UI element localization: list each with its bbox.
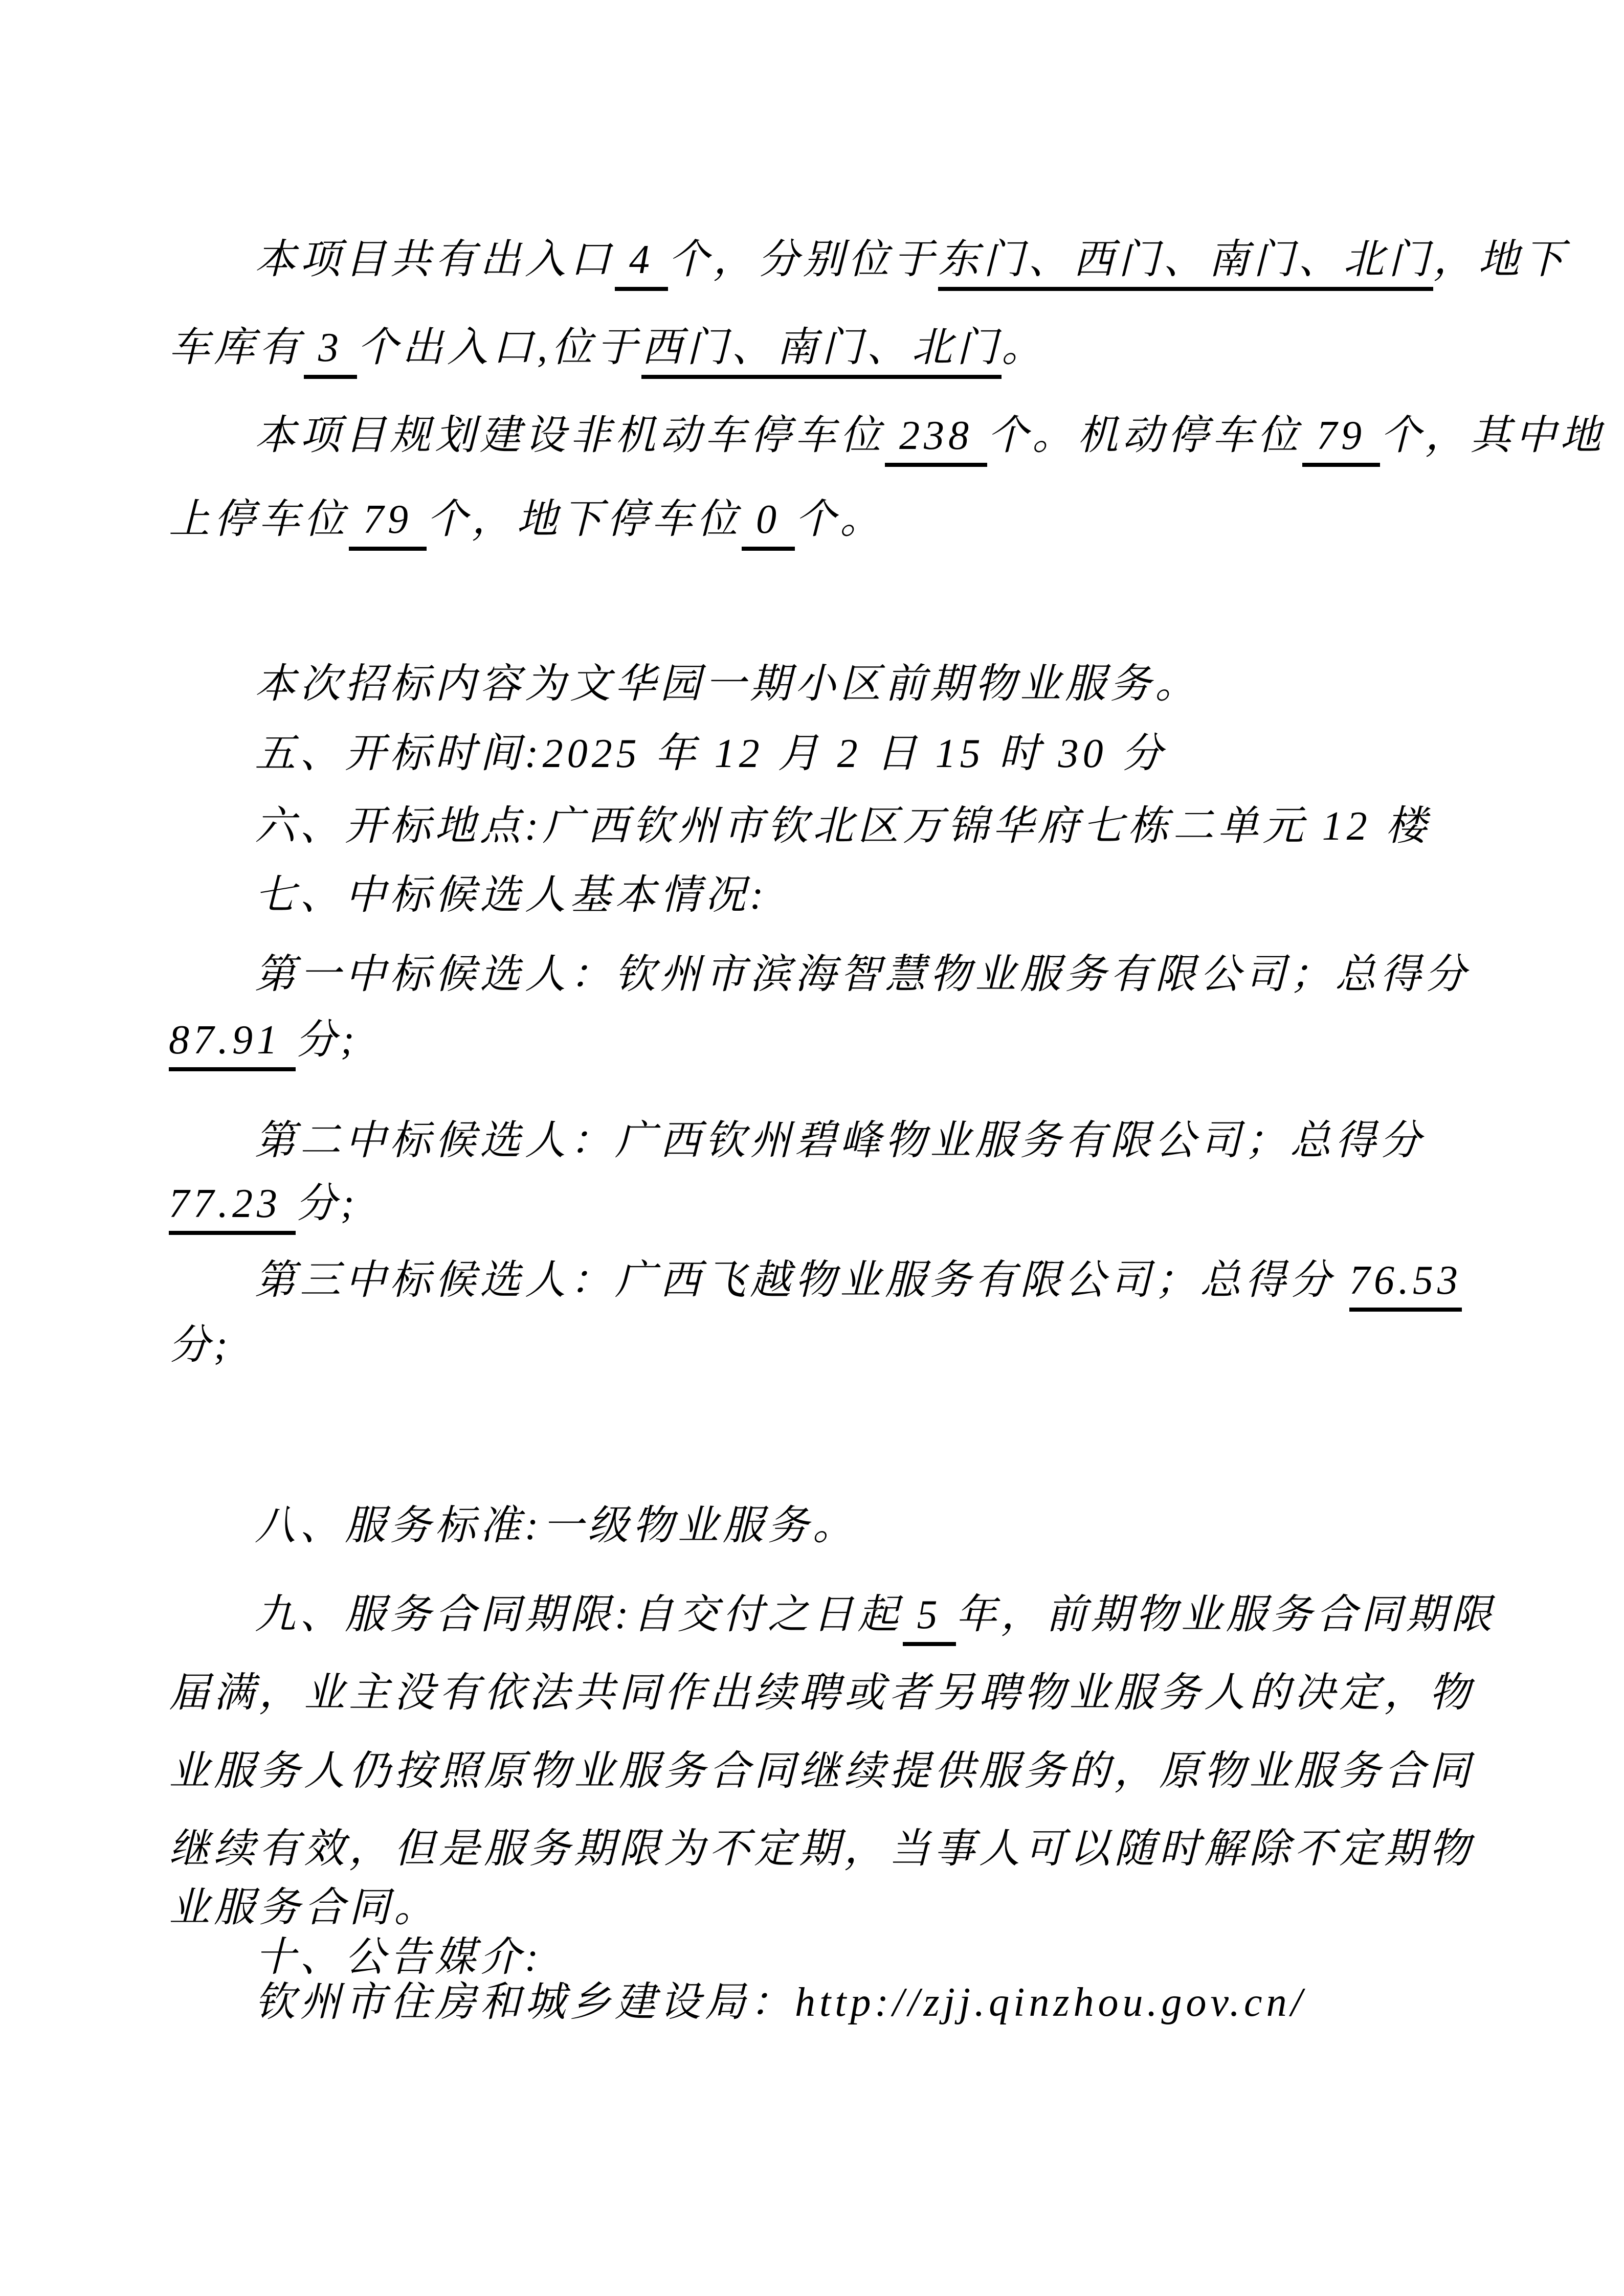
text-line-candidate3	[169, 1257, 1478, 1304]
text-segment: 业服务合同。	[169, 1885, 439, 1930]
text-segment: 。	[1002, 325, 1047, 370]
underlined-text: 77.23	[169, 1181, 296, 1235]
underlined-text: 西门、南门、北门	[641, 325, 1002, 379]
text-segment: 个。	[795, 497, 885, 542]
underlined-text: 5	[903, 1592, 956, 1646]
text-line-entrances-1	[169, 236, 1568, 283]
text-segment: 个。机动停车位	[987, 413, 1302, 458]
text-segment: ，地下	[1433, 237, 1568, 282]
text-segment: 年，前期物业服务合同期限	[955, 1592, 1496, 1637]
text-line-contract-term-1	[169, 1591, 1496, 1638]
text-segment: 五、开标时间:2025 年 12 月 2 日 15 时 30 分	[255, 731, 1167, 776]
text-segment: 第三中标候选人：广西飞越物业服务有限公司；总得分	[255, 1258, 1349, 1303]
text-segment: 届满，业主没有依法共同作出续聘或者另聘物业服务人的决定，物	[169, 1671, 1474, 1716]
text-line-opening-place	[169, 803, 1478, 850]
text-segment: 业服务人仍按照原物业服务合同继续提供服务的，原物业服务合同	[169, 1749, 1474, 1794]
text-line-parking-1	[169, 412, 1605, 459]
text-segment: 八、服务标准:一级物业服务。	[255, 1503, 858, 1548]
underlined-text: 东门、西门、南门、北门	[938, 237, 1433, 291]
text-line-candidate2-score	[169, 1180, 1478, 1227]
text-segment: 个，分别位于	[668, 237, 938, 282]
text-line-service-standard	[169, 1502, 1478, 1549]
underlined-text: 87.91	[169, 1018, 296, 1071]
text-line-candidate3-score	[169, 1322, 1478, 1369]
text-segment: 本项目共有出入口	[255, 237, 615, 282]
underlined-text: 76.53	[1349, 1258, 1462, 1312]
text-line-candidates-head	[169, 872, 1478, 919]
text-segment: 钦州市住房和城乡建设局：http://zjj.qinzhou.gov.cn/	[255, 1980, 1306, 2025]
text-line-parking-2	[169, 496, 1478, 543]
text-segment: 个，地下停车位	[427, 497, 742, 542]
text-segment: 本次招标内容为文华园一期小区前期物业服务。	[255, 662, 1200, 707]
text-line-candidate2	[169, 1117, 1478, 1164]
text-segment: 本项目规划建设非机动车停车位	[255, 413, 885, 458]
text-line-opening-time	[169, 730, 1478, 777]
text-line-announcement-url	[169, 1979, 1478, 2026]
text-segment: 六、开标地点:广西钦州市钦北区万锦华府七栋二单元 12 楼	[255, 804, 1431, 849]
text-segment: 分;	[296, 1181, 359, 1226]
underlined-text: 3	[304, 325, 357, 379]
text-line-bid-content	[169, 661, 1478, 708]
underlined-text: 0	[742, 497, 795, 551]
text-segment: 第二中标候选人：广西钦州碧峰物业服务有限公司；总得分	[255, 1118, 1425, 1163]
text-line-candidate1	[169, 951, 1478, 998]
underlined-text: 238	[885, 413, 987, 467]
text-line-candidate1-score	[169, 1017, 1478, 1064]
text-line-contract-term-3	[169, 1748, 1478, 1795]
text-line-entrances-2	[169, 324, 1478, 371]
text-segment: 个出入口,位于	[357, 325, 641, 370]
text-segment: 分;	[169, 1323, 232, 1368]
text-segment: 九、服务合同期限:自交付之日起	[255, 1592, 903, 1637]
underlined-text: 4	[615, 237, 668, 291]
text-line-contract-term-4	[169, 1826, 1478, 1873]
text-segment: 分;	[296, 1018, 359, 1063]
text-line-media-head	[169, 1934, 1478, 1981]
text-segment: 七、中标候选人基本情况:	[255, 873, 768, 918]
text-line-contract-term-2	[169, 1670, 1478, 1717]
underlined-text: 79	[1302, 413, 1380, 467]
text-segment: 第一中标候选人：钦州市滨海智慧物业服务有限公司；总得分	[255, 952, 1470, 997]
underlined-text: 79	[349, 497, 427, 551]
text-segment: 上停车位	[169, 497, 349, 542]
text-segment: 继续有效，但是服务期限为不定期，当事人可以随时解除不定期物	[169, 1827, 1474, 1872]
text-segment: 个，其中地	[1380, 413, 1605, 458]
text-line-contract-term-5	[169, 1884, 1478, 1931]
text-segment: 十、公告媒介:	[255, 1935, 543, 1980]
text-segment: 车库有	[169, 325, 304, 370]
